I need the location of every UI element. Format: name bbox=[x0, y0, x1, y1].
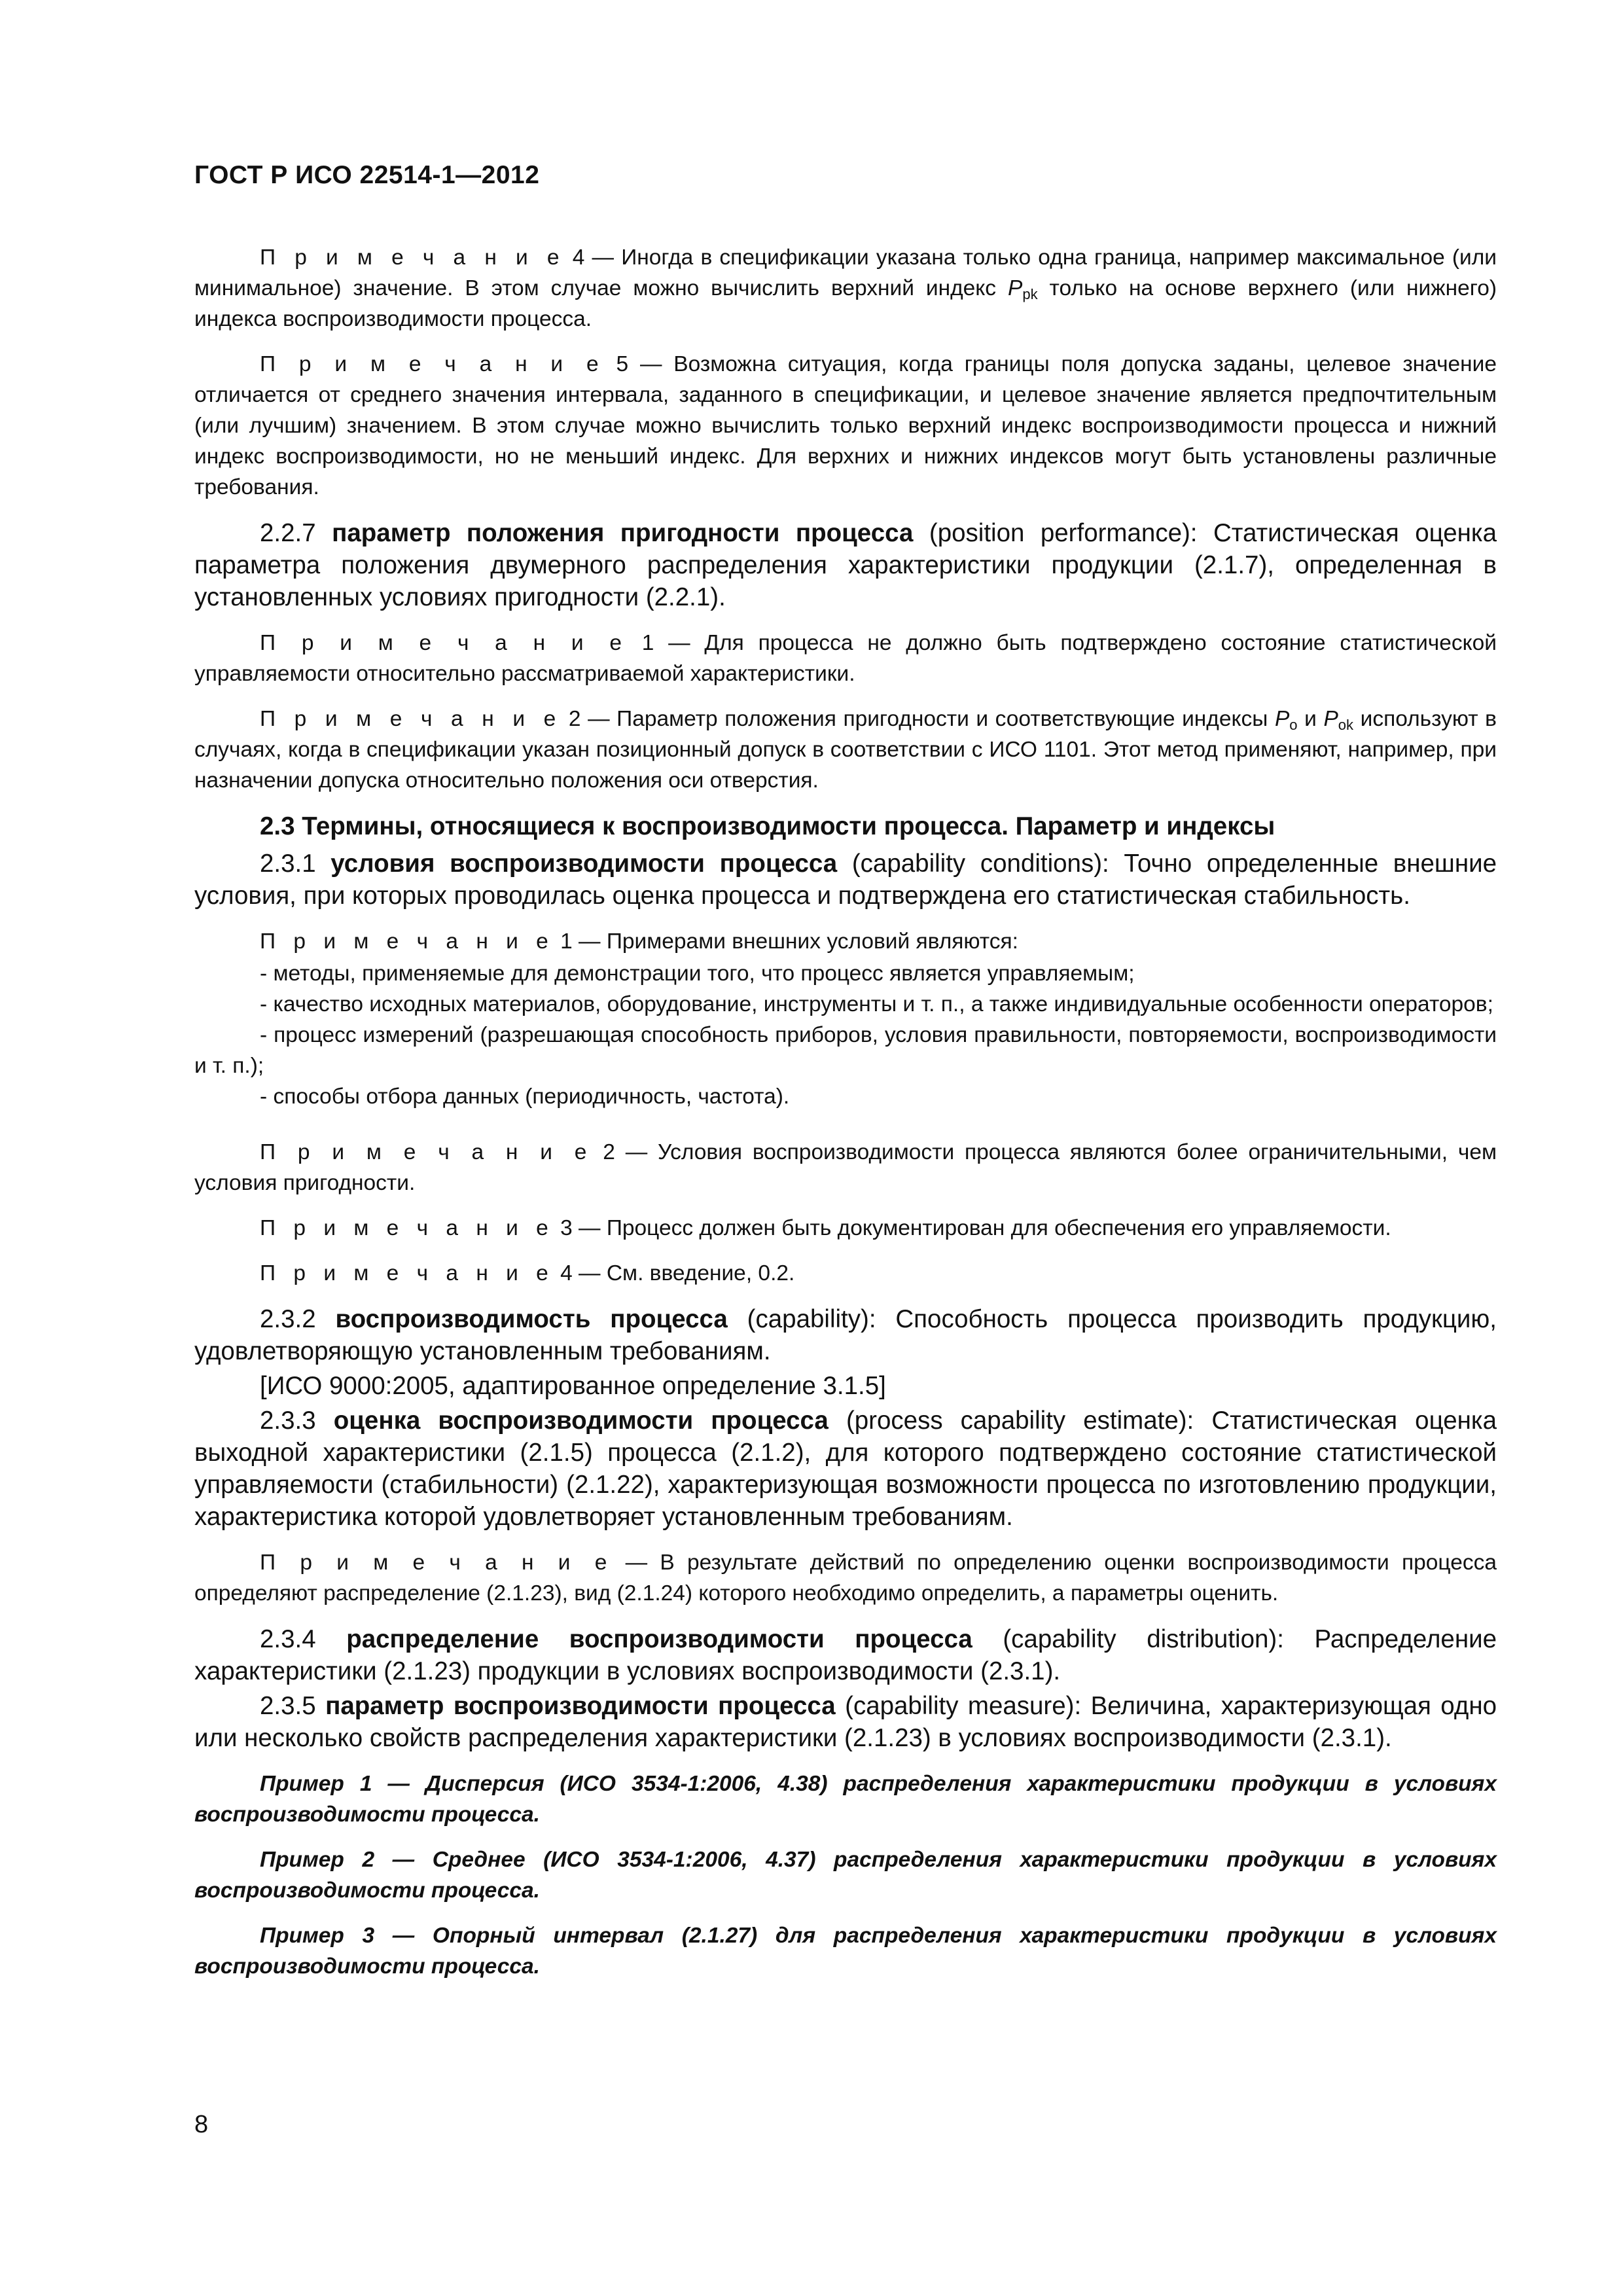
term-number: 2.3.2 bbox=[260, 1305, 336, 1333]
list-item: - качество исходных материалов, оборудование, инструменты и т. п., а также индивидуальные особенности операторов; bbox=[260, 992, 1493, 1016]
note-text: Процесс должен быть документирован для обеспечения его управляемости. bbox=[606, 1216, 1391, 1240]
term-definition: (position performance): Статистическая оценка параметра положения двумерного распределения характеристики продукции (2.1.7), определенная в установленных условиях пригодности (2.2.1). bbox=[194, 519, 1497, 611]
term-title: параметр положения пригодности процесса bbox=[332, 519, 914, 547]
example-2: Пример 2 — Среднее (ИСО 3534-1:2006, 4.37) распределения характеристики продукции в условиях воспроизводимости процесса. bbox=[194, 1848, 1497, 1903]
page-number: 8 bbox=[194, 2111, 209, 2138]
note-text-continued: только на основе верхнего (или нижнего) индекса воспроизводимости процесса. bbox=[194, 276, 1497, 331]
note-5 bbox=[194, 349, 1497, 503]
term-definition: (capability): Способность процесса производить продукцию, удовлетворяющую установленным требованиям. bbox=[194, 1305, 1497, 1365]
term-2-3-2-reference: [ИСО 9000:2005, адаптированное определение 3.1.5] bbox=[260, 1372, 886, 1400]
note-label: П р и м е ч а н и е bbox=[260, 929, 554, 954]
page-content bbox=[194, 242, 1497, 1996]
term-title: распределение воспроизводимости процесса bbox=[346, 1625, 972, 1653]
note-text: В результате действий по определению оценки воспроизводимости процесса определяют распределение (2.1.23), вид (2.1.24) которого необходимо определить, а параметры оценить. bbox=[194, 1551, 1497, 1605]
symbol: P bbox=[1274, 707, 1290, 731]
term-number: 2.3.5 bbox=[260, 1692, 326, 1720]
symbol-subscript: o bbox=[1289, 717, 1298, 733]
symbol: P bbox=[1008, 276, 1023, 300]
note-2-3-1-3 bbox=[194, 1213, 1497, 1244]
term-title: воспроизводимость процесса bbox=[335, 1305, 728, 1333]
term-number: 2.2.7 bbox=[260, 519, 332, 547]
note-number: 1 — bbox=[627, 631, 705, 655]
note-label: П р и м е ч а н и е bbox=[260, 1216, 554, 1240]
note-label: П р и м е ч а н и е bbox=[260, 1140, 593, 1164]
example-3: Пример 3 — Опорный интервал (2.1.27) для распределения характеристики продукции в условиях воспроизводимости процесса. bbox=[194, 1924, 1497, 1979]
term-title: условия воспроизводимости процесса bbox=[330, 850, 838, 878]
note-number: 2 — bbox=[592, 1140, 658, 1164]
list-item: - методы, применяемые для демонстрации того, что процесс является управляемым; bbox=[260, 961, 1135, 986]
note-number: 2 — bbox=[562, 707, 617, 731]
term-number: 2.3.3 bbox=[260, 1407, 334, 1435]
term-2-3-5 bbox=[194, 1690, 1497, 1754]
note-number: 3 — bbox=[554, 1216, 607, 1240]
term-title: параметр воспроизводимости процесса bbox=[325, 1692, 836, 1720]
spacer bbox=[194, 1112, 1497, 1137]
note-text: Условия воспроизводимости процесса являются более ограничительными, чем условия пригодности. bbox=[194, 1140, 1497, 1195]
note-text: Параметр положения пригодности и соответствующие индексы bbox=[616, 707, 1275, 731]
note-label: П р и м е ч а н и е bbox=[260, 707, 562, 731]
note-label: П р и м е ч а н и е bbox=[260, 352, 605, 376]
term-title: оценка воспроизводимости процесса bbox=[333, 1407, 829, 1435]
note-2-3-1-4 bbox=[194, 1258, 1497, 1289]
note-number: 5 — bbox=[604, 352, 674, 376]
note-number: — bbox=[613, 1551, 660, 1575]
term-number: 2.3.4 bbox=[260, 1625, 347, 1653]
note-text: Иногда в спецификации указана только одна граница, например максимальное (или минимальное) значение. В этом случае можно вычислить верхний индекс bbox=[194, 245, 1497, 300]
term-definition: (capability distribution): Распределение характеристики (2.1.23) продукции в условиях воспроизводимости (2.3.1). bbox=[194, 1625, 1497, 1685]
note-2-3-1-1 bbox=[194, 926, 1497, 957]
note-number: 4 — bbox=[554, 1261, 607, 1285]
term-2-3-4 bbox=[194, 1623, 1497, 1687]
note-2-2-7-2 bbox=[194, 704, 1497, 796]
note-text-joiner: и bbox=[1297, 707, 1324, 731]
term-2-2-7 bbox=[194, 517, 1497, 613]
note-number: 1 — bbox=[554, 929, 607, 954]
symbol: P bbox=[1323, 707, 1338, 731]
note-number: 4 — bbox=[565, 245, 622, 270]
symbol-subscript: ok bbox=[1338, 717, 1354, 733]
note-2-3-1-2 bbox=[194, 1137, 1497, 1198]
term-definition: (process capability estimate): Статистическая оценка выходной характеристики (2.1.5) процесса (2.1.2), для которого подтверждено состояние статистической управляемости (стабильности) (2.1.22), характеризующая возможности процесса по изготовлению продукции, характеристика которой удовлетворяет установленным требованиям. bbox=[194, 1407, 1497, 1531]
list-item: - процесс измерений (разрешающая способность приборов, условия правильности, повторяемости, воспроизводимости и т. п.); bbox=[194, 1023, 1497, 1078]
note-label: П р и м е ч а н и е bbox=[260, 1261, 554, 1285]
section-heading-2-3: 2.3 Термины, относящиеся к воспроизводимости процесса. Параметр и индексы bbox=[260, 812, 1275, 840]
page-header-title: ГОСТ Р ИСО 22514-1—2012 bbox=[194, 161, 540, 189]
note-label: П р и м е ч а н и е bbox=[260, 245, 565, 270]
symbol-subscript: pk bbox=[1022, 286, 1038, 302]
note-label: П р и м е ч а н и е bbox=[260, 1551, 613, 1575]
term-2-3-2 bbox=[194, 1303, 1497, 1367]
note-2-3-3 bbox=[194, 1547, 1497, 1609]
term-2-3-3 bbox=[194, 1405, 1497, 1533]
note-text-continued: используют в случаях, когда в спецификации указан позиционный допуск в соответствии с ИСО 1101. Этот метод применяют, например, при назначении допуска относительно положения оси отверстия. bbox=[194, 707, 1497, 793]
term-definition: (capability conditions): Точно определенные внешние условия, при которых проводилась оценка процесса и подтверждена его статистическая стабильность. bbox=[194, 850, 1497, 910]
term-number: 2.3.1 bbox=[260, 850, 331, 878]
example-1: Пример 1 — Дисперсия (ИСО 3534-1:2006, 4.38) распределения характеристики продукции в условиях воспроизводимости процесса. bbox=[194, 1772, 1497, 1827]
note-text: Для процесса не должно быть подтверждено состояние статистической управляемости относительно рассматриваемой характеристики. bbox=[194, 631, 1497, 686]
note-label: П р и м е ч а н и е bbox=[260, 631, 628, 655]
term-definition: (capability measure): Величина, характеризующая одно или несколько свойств распределения характеристики (2.1.23) в условиях воспроизводимости (2.3.1). bbox=[194, 1692, 1497, 1752]
note-text: Примерами внешних условий являются: bbox=[606, 929, 1018, 954]
term-2-3-1 bbox=[194, 848, 1497, 912]
list-item: - способы отбора данных (периодичность, частота). bbox=[260, 1085, 790, 1109]
note-text: См. введение, 0.2. bbox=[606, 1261, 795, 1285]
note-2-2-7-1 bbox=[194, 628, 1497, 689]
note-4-pk bbox=[194, 242, 1497, 334]
note-text: Возможна ситуация, когда границы поля допуска заданы, целевое значение отличается от среднего значения интервала, заданного в спецификации, и целевое значение является предпочтительным (или лучшим) значением. В этом случае можно вычислить только верхний индекс воспроизводимости процесса и нижний индекс воспроизводимости, но не меньший индекс. Для верхних и нижних индексов могут быть установлены различные требования. bbox=[194, 352, 1497, 499]
